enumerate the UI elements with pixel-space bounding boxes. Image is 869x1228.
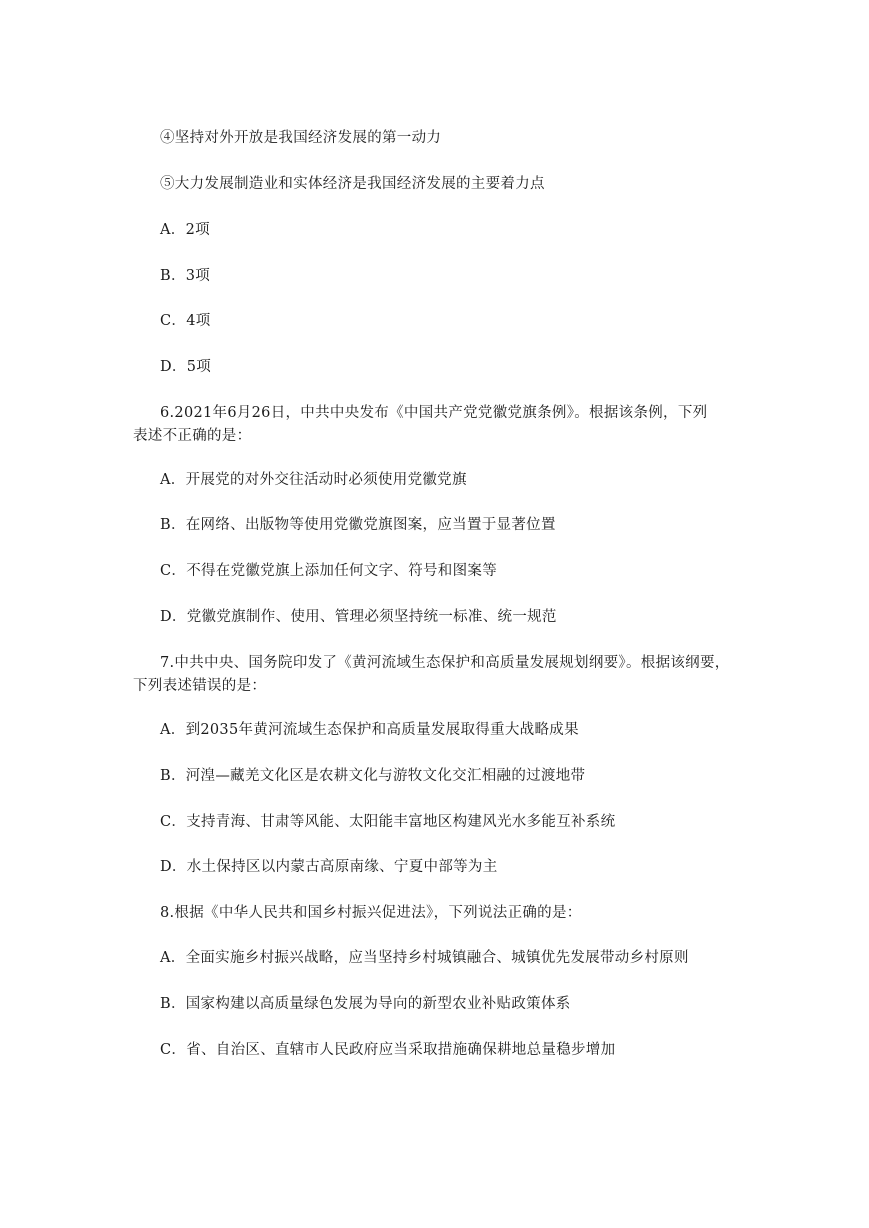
- q7-option-c: C．支持青海、甘肃等风能、太阳能丰富地区构建风光水多能互补系统: [160, 814, 616, 830]
- q5-option-a: A．2项: [160, 222, 210, 238]
- statement-4: ④坚持对外开放是我国经济发展的第一动力: [160, 130, 442, 146]
- q6-option-a: A．开展党的对外交往活动时必须使用党徽党旗: [160, 472, 467, 488]
- q7-option-a: A．到2035年黄河流域生态保护和高质量发展取得重大战略成果: [160, 722, 579, 738]
- q6-stem-line1: 6.2021年6月26日，中共中央发布《中国共产党党徽党旗条例》。根据该条例，下列: [160, 405, 708, 421]
- q6-option-b: B．在网络、出版物等使用党徽党旗图案，应当置于显著位置: [160, 517, 556, 533]
- q8-option-a: A．全面实施乡村振兴战略，应当坚持乡村城镇融合、城镇优先发展带动乡村原则: [160, 950, 689, 966]
- q7-stem-line1: 7.中共中央、国务院印发了《黄河流域生态保护和高质量发展规划纲要》。根据该纲要，: [160, 655, 730, 671]
- q7-stem-line2: 下列表述错误的是：: [133, 678, 267, 694]
- q8-option-c: C．省、自治区、直辖市人民政府应当采取措施确保耕地总量稳步增加: [160, 1042, 616, 1058]
- q6-stem-line2: 表述不正确的是：: [133, 428, 252, 444]
- q8-stem-line1: 8.根据《中华人民共和国乡村振兴促进法》，下列说法正确的是：: [160, 905, 582, 921]
- q8-option-b: B．国家构建以高质量绿色发展为导向的新型农业补贴政策体系: [160, 996, 571, 1012]
- q5-option-d: D．5项: [160, 359, 212, 375]
- q7-option-d: D．水土保持区以内蒙古高原南缘、宁夏中部等为主: [160, 859, 498, 875]
- q7-option-b: B．河湟—藏羌文化区是农耕文化与游牧文化交汇相融的过渡地带: [160, 768, 586, 784]
- q6-option-d: D．党徽党旗制作、使用、管理必须坚持统一标准、统一规范: [160, 609, 557, 625]
- q6-option-c: C．不得在党徽党旗上添加任何文字、符号和图案等: [160, 563, 497, 579]
- q5-option-c: C．4项: [160, 313, 211, 329]
- statement-5: ⑤大力发展制造业和实体经济是我国经济发展的主要着力点: [160, 176, 545, 192]
- q5-option-b: B．3项: [160, 268, 211, 284]
